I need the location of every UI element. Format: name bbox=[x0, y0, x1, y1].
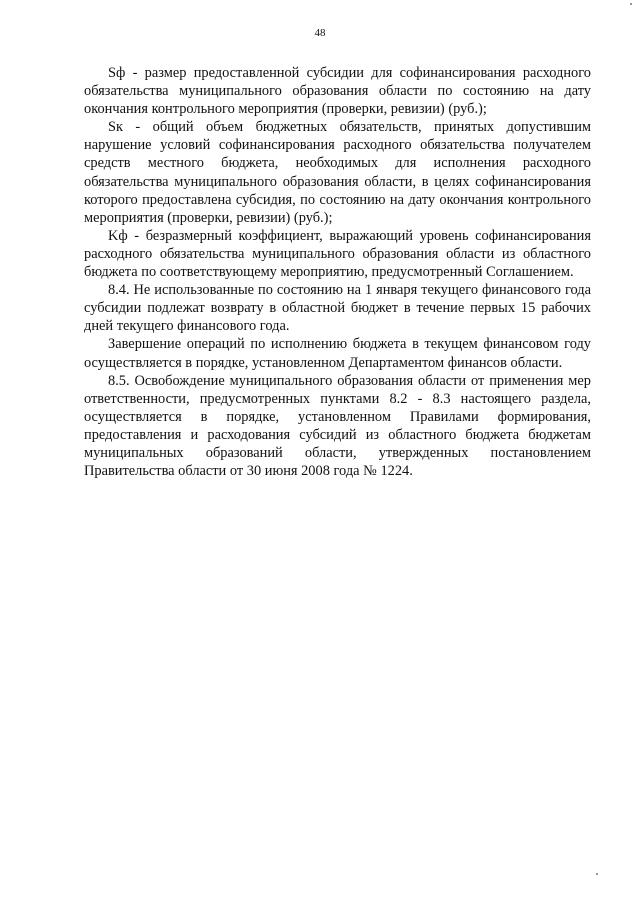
paragraph-8-4: 8.4. Не использованные по состоянию на 1 января текущего финансового года субсидии подлежат возврату в областной бюджет в течение первых 15 рабочих дней текущего финансового года. bbox=[84, 282, 591, 335]
paragraph-8-5: 8.5. Освобождение муниципального образования области от применения мер ответственности, предусмотренных пунктами 8.2 - 8.3 настоящего раздела, осуществляется в порядке, установленном Правилами формирования, предоставления и расходования субсидий из областного бюджета бюджетам муниципальных образований области, утвержденных постановлением Правительства области от 30 июня 2008 года № 1224. bbox=[84, 372, 591, 480]
paragraph-kf-definition: Kф - безразмерный коэффициент, выражающий уровень софинансирования расходного обязательства муниципального образования области из областного бюджета по соответствующему мероприятию, предусмотренный Соглашением. bbox=[84, 227, 591, 281]
document-body bbox=[84, 64, 591, 480]
page-number: 48 bbox=[314, 27, 326, 39]
paragraph-sf-definition: Sф - размер предоставленной субсидии для софинансирования расходного обязательства муниципального образования области по состоянию на дату окончания контрольного мероприятия (проверки, ревизии) (руб.); bbox=[84, 65, 591, 118]
scan-speck bbox=[630, 3, 632, 5]
paragraph-budget-completion: Завершение операций по исполнению бюджета в текущем финансовом году осуществляется в порядке, установленном Департаментом финансов области. bbox=[84, 336, 591, 371]
scan-speck bbox=[596, 873, 598, 875]
paragraph-sk-definition: Sк - общий объем бюджетных обязательств, принятых допустившим нарушение условий софинансирования расходного обязательства получателем средств местного бюджета, необходимых для исполнения расходного обязательства муниципального образования области, в целях софинансирования которого предоставлена субсидия, по состоянию на дату окончания контрольного мероприятия (проверки, ревизии) (руб.); bbox=[84, 119, 591, 226]
